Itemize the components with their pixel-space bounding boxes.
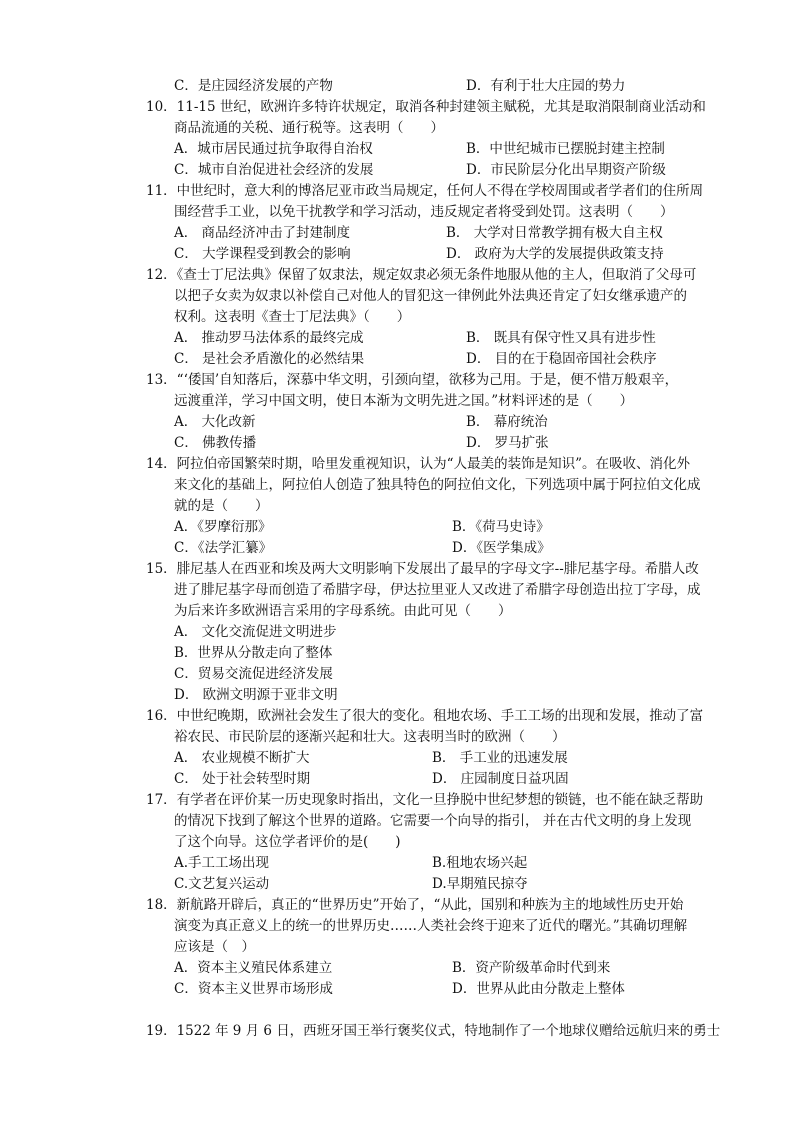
- q15-stem-line-1: 15．腓尼基人在西亚和埃及两大文明影响下发展出了最早的字母文字--腓尼基字母。希腊人改: [146, 561, 699, 577]
- q14-option-a: A．《罗摩衍那》: [174, 519, 272, 535]
- q14-stem-line-3: 就的是（ ）: [174, 498, 269, 514]
- q15-stem-line-2: 进了腓尼基字母而创造了希腊字母，伊达拉里亚人又改进了希腊字母创造出拉丁字母，成: [174, 582, 701, 598]
- q17-stem-line-1: 17．有学者在评价某一历史现象时指出，文化一旦挣脱中世纪梦想的锁链，也不能在缺乏帮助: [146, 792, 704, 808]
- q11-stem-line-2: 围经营手工业，以免干扰教学和学习活动，违反规定者将受到处罚。这表明（ ）: [174, 204, 674, 220]
- q18-option-a: A．资本主义殖民体系建立: [174, 960, 333, 976]
- q13-stem-line-2: 远渡重洋，学习中国文明，使日本渐为文明先进之国。”材料评述的是（ ）: [174, 393, 634, 409]
- q10-option-b: B．中世纪城市已摆脱封建主控制: [466, 141, 665, 157]
- q17-stem-line-2: 的情况下找到了解这个世界的道路。它需要一个向导的指引， 并在古代文明的身上发现: [174, 813, 692, 829]
- q18-stem-line-1: 18．新航路开辟后，真正的“世界历史”开始了，“从此，国别和种族为主的地域性历史开始: [146, 897, 684, 913]
- q13-option-d: D． 罗马扩张: [466, 435, 549, 451]
- q10-stem-line-1: 10．11-15 世纪，欧洲许多特许状规定，取消各种封建领主赋税，尤其是取消限制商业活动和: [146, 99, 706, 115]
- q16-stem-line-2: 裕农民、市民阶层的逐渐兴起和壮大。这表明当时的欧洲（ ）: [174, 729, 566, 745]
- q18-stem-line-2: 演变为真正意义上的统一的世界历史……人类社会终于迎来了近代的曙光。”其确切理解: [174, 918, 688, 934]
- q18-stem-line-3: 应该是（ ）: [174, 939, 255, 955]
- q14-stem-line-1: 14．阿拉伯帝国繁荣时期，哈里发重视知识，认为“人最美的装饰是知识”。在吸收、消化外: [146, 456, 690, 472]
- q9-option-d: D．有利于壮大庄园的势力: [466, 78, 626, 94]
- q14-stem-line-2: 来文化的基础上，阿拉伯人创造了独具特色的阿拉伯文化，下列选项中属于阿拉伯文化成: [174, 477, 701, 493]
- q15-option-b: B．世界从分散走向了整体: [174, 645, 333, 661]
- q16-option-b: B． 手工业的迅速发展: [432, 750, 568, 766]
- q12-stem-line-1: 12．《查士丁尼法典》保留了奴隶法，规定奴隶必须无条件地服从他的主人，但取消了父母可: [146, 267, 697, 283]
- q12-option-d: D． 目的在于稳固帝国社会秩序: [466, 351, 657, 367]
- q13-option-a: A． 大化改新: [174, 414, 256, 430]
- q12-option-b: B． 既具有保守性又具有进步性: [466, 330, 656, 346]
- q9-option-c: C．是庄园经济发展的产物: [174, 78, 333, 94]
- q17-option-b: B.租地农场兴起: [432, 855, 528, 871]
- q12-option-c: C． 是社会矛盾激化的必然结果: [174, 351, 365, 367]
- q15-stem-line-3: 为后来许多欧洲语言采用的字母系统。由此可见（ ）: [174, 603, 512, 619]
- q11-option-b: B． 大学对日常教学拥有极大自主权: [446, 225, 663, 241]
- q13-option-c: C． 佛教传播: [174, 435, 257, 451]
- q18-option-b: B．资产阶级革命时代到来: [452, 960, 611, 976]
- q11-option-a: A． 商品经济冲击了封建制度: [174, 225, 351, 241]
- q10-option-a: A．城市居民通过抗争取得自治权: [174, 141, 373, 157]
- q15-option-c: C．贸易交流促进经济发展: [174, 666, 333, 682]
- q15-option-a: A． 文化交流促进文明进步: [174, 624, 337, 640]
- q16-option-d: D． 庄园制度日益巩固: [432, 771, 569, 787]
- q18-option-c: C．资本主义世界市场形成: [174, 981, 333, 997]
- q17-option-d: D.早期殖民掠夺: [432, 876, 528, 892]
- q14-option-d: D．《医学集成》: [452, 540, 551, 556]
- q16-option-c: C． 处于社会转型时期: [174, 771, 311, 787]
- q11-option-d: D． 政府为大学的发展提供政策支持: [446, 246, 664, 262]
- q12-option-a: A． 推动罗马法体系的最终完成: [174, 330, 364, 346]
- q10-option-d: D．市民阶层分化出早期资产阶级: [466, 162, 666, 178]
- q11-stem-line-1: 11．中世纪时，意大利的博洛尼亚市政当局规定，任何人不得在学校周围或者学者们的住所周: [146, 183, 704, 199]
- q14-option-c: C．《法学汇纂》: [174, 540, 273, 556]
- q10-stem-line-2: 商品流通的关税、通行税等。这表明（ ）: [174, 120, 444, 136]
- q14-option-b: B．《荷马史诗》: [452, 519, 550, 535]
- q12-stem-line-3: 权利。这表明《查士丁尼法典》（ ）: [174, 309, 411, 325]
- q10-option-c: C．城市自治促进社会经济的发展: [174, 162, 374, 178]
- q16-option-a: A． 农业规模不断扩大: [174, 750, 310, 766]
- q17-option-c: C.文艺复兴运动: [174, 876, 270, 892]
- q11-option-c: C． 大学课程受到教会的影响: [174, 246, 351, 262]
- q18-option-d: D．世界从此由分散走上整体: [452, 981, 625, 997]
- q17-stem-line-3: 了这个向导。这位学者评价的是( ): [174, 834, 401, 850]
- q15-option-d: D． 欧洲文明源于亚非文明: [174, 687, 338, 703]
- q12-stem-line-2: 以把子女卖为奴隶以补偿自己对他人的冒犯这一律例此外法典还肯定了妇女继承遗产的: [174, 288, 687, 304]
- q13-stem-line-1: 13．“‘倭国’自知落后，深慕中华文明，引颈向望，欲移为己用。于是，便不惜万般艰辛，: [146, 372, 679, 388]
- q13-option-b: B． 幕府统治: [466, 414, 548, 430]
- q17-option-a: A.手工工场出现: [174, 855, 270, 871]
- q19-stem-line-1: 19．1522 年 9 月 6 日，西班牙国王举行褒奖仪式，特地制作了一个地球仪赠给远航归来的勇士: [146, 1023, 721, 1039]
- q16-stem-line-1: 16．中世纪晚期，欧洲社会发生了很大的变化。租地农场、手工工场的出现和发展，推动了富: [146, 708, 704, 724]
